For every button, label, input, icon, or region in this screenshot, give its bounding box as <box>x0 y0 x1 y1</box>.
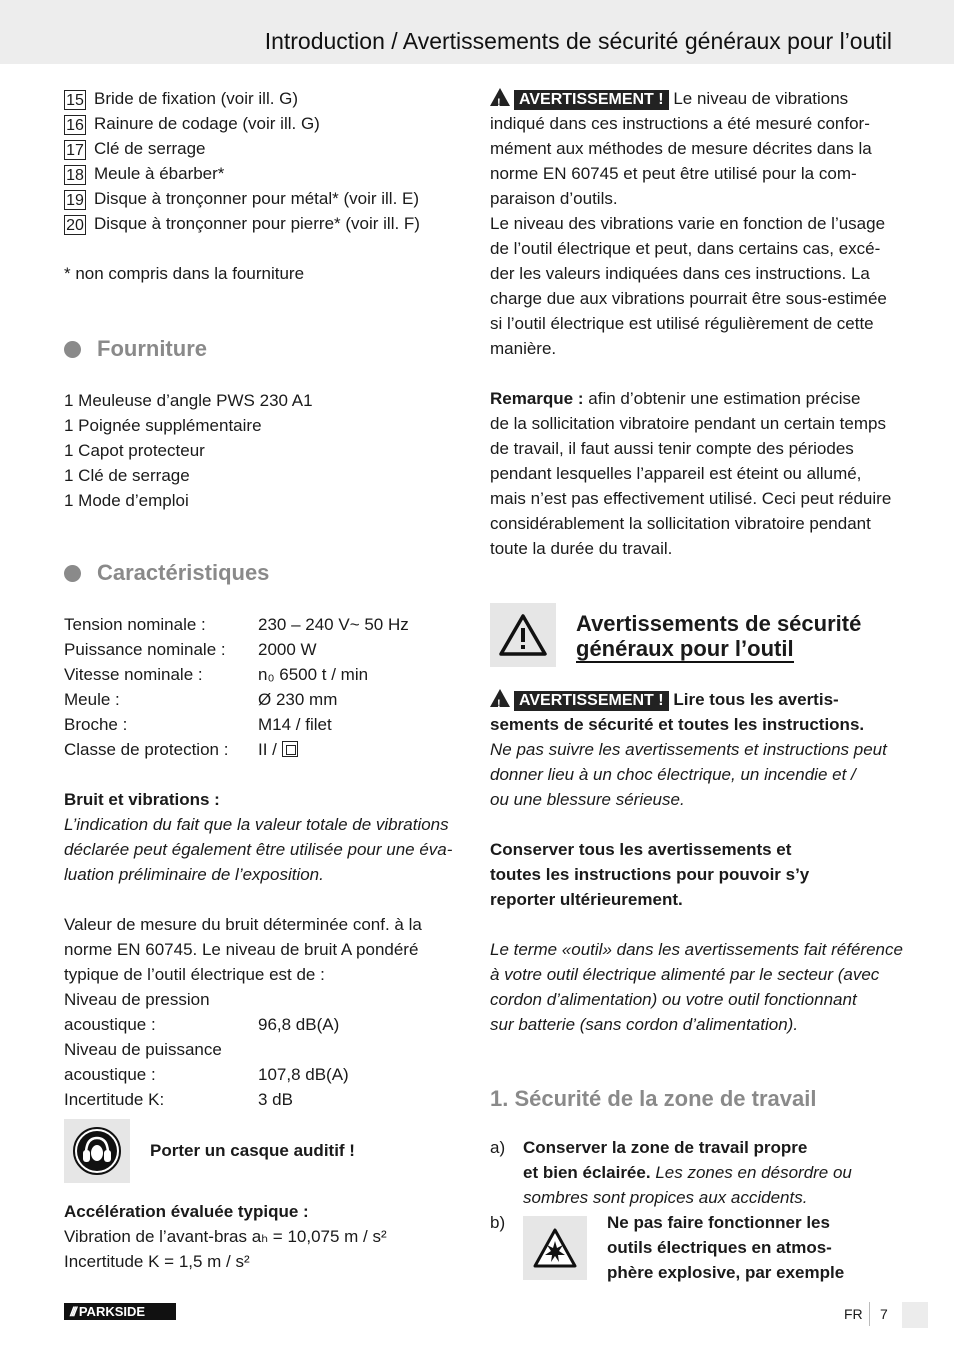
warning-icon <box>490 88 510 106</box>
footnote: * non compris dans la fourniture <box>64 264 305 283</box>
remarque: Remarque : afin d’obtenir une estimation précise <box>490 389 861 408</box>
noise-row: acoustique : 96,8 dB(A) <box>64 1015 340 1034</box>
part-item: 19 Disque à tronçonner pour métal* (voir ill. E) <box>64 186 464 211</box>
general-warning: !AVERTISSEMENT ! Lire tous les avertis- <box>490 687 890 712</box>
section-1-title: 1. Sécurité de la zone de travail <box>490 1086 817 1111</box>
bullet-icon <box>64 341 81 358</box>
page-number: 7 <box>880 1306 888 1322</box>
left-column: 15 Bride de fixation (voir ill. G) 16 Rainure de codage (voir ill. G) 17 Clé de serrage 18 Meule à ébarber* 19 Disque à tronçonner pour métal* (voir ill. E) 20 Disque à tronçonner pour pierre* (voir ill. F) * non compris dans la fourniture Fourniture 1 Meuleuse d’angle PWS 230 A1 1 Poignée supplémentaire 1 Capot protecteur 1 Clé de serrage 1 Mode d’emploi Caractéristiques Tension nominale : 230 – 240 V~ 50 Hz Puissance nominale : 2000 W Vitesse nominale : n₀ 6500 t / min Meule : Ø 230 mm Broche : M14 / filet Classe de protection : II / Bruit et vibrations : L’indication du fait que la valeur totale de vibrations déclarée peut également être utilisée pour une éva- luation préliminaire de l’exposition. Valeur de mesure du bruit déterminée conf. à la norme EN 60745. Le niveau de bruit A pondéré typique de l’outil électrique est de : Niveau de pression acoustique : 96,8 dB(A) Niveau de puissance acoustique : 107,8 dB(A) Incertitude K: 3 dB Porter un casque auditif ! Accélération évaluée typique : Vibration de l’avant-bras aₕ = 10,075 m / s² Incertitude K = 1,5 m / s² <box>64 86 464 1274</box>
spec-row: Vitesse nominale : n₀ 6500 t / min <box>64 665 369 684</box>
ear-protection-notice: Porter un casque auditif ! <box>64 1119 464 1183</box>
list-item: 1 Capot protecteur <box>64 441 205 460</box>
noise-row: Niveau de pression <box>64 990 210 1009</box>
page-title: Introduction / Avertissements de sécurité généraux pour l’outil <box>264 28 892 54</box>
protection-class-icon <box>282 741 298 757</box>
spec-row: Tension nominale : 230 – 240 V~ 50 Hz <box>64 615 409 634</box>
list-item: 1 Poignée supplémentaire <box>64 416 262 435</box>
header-bar <box>0 0 954 64</box>
footer-divider <box>869 1302 870 1326</box>
part-item: 15 Bride de fixation (voir ill. G) <box>64 86 464 111</box>
noise-row: acoustique : 107,8 dB(A) <box>64 1065 349 1084</box>
vibration-warning: !AVERTISSEMENT ! Le niveau de vibrations <box>490 86 890 111</box>
part-item: 18 Meule à ébarber* <box>64 161 464 186</box>
noise-row: Niveau de puissance <box>64 1040 222 1059</box>
list-item: 1 Mode d’emploi <box>64 491 189 510</box>
warning-triangle-icon <box>490 603 556 667</box>
safety-heading: Avertissements de sécurité généraux pour l’outil <box>490 603 890 667</box>
part-item: 17 Clé de serrage <box>64 136 464 161</box>
part-item: 16 Rainure de codage (voir ill. G) <box>64 111 464 136</box>
spec-row: Broche : M14 / filet <box>64 715 332 734</box>
rule-b: b) Ne pas faire fonctionner les outils électriques en atmos- phère explosive, par exemple <box>490 1213 845 1282</box>
bullet-icon <box>64 565 81 582</box>
page-tab <box>902 1302 928 1328</box>
bruit-title: Bruit et vibrations : <box>64 790 220 809</box>
spec-row: Puissance nominale : 2000 W <box>64 640 317 659</box>
spec-row: Meule : Ø 230 mm <box>64 690 338 709</box>
list-item: 1 Meuleuse d’angle PWS 230 A1 <box>64 391 313 410</box>
right-column: !AVERTISSEMENT ! Le niveau de vibrations indiqué dans ces instructions a été mesuré confor- mément aux méthodes de mesure décrites dans la norme EN 60745 et peut être utilisé pour la com- paraison d’outils. Le niveau des vibrations varie en fonction de l’usage de l’outil électrique et peut, dans certains cas, excé- der les valeurs indiquées dans ces instructions. La charge due aux vibrations pourrait être sous-estimée si l’outil électrique est utilisé régulièrement de cette manière. Remarque : afin d’obtenir une estimation précise de la sollicitation vibratoire pendant un certain temps de travail, il faut aussi tenir compte des périodes pendant lesquelles l’appareil est éteint ou allumé, mais n’est pas effectivement utilisé. Ceci peut réduire considérablement la sollicitation vibratoire pendant toute la durée du travail. Avertissements de sécurité généraux pour l’outil !AVERTISSEMENT ! Lire tous les avertis- sements de sécurité et toutes les instructions. Ne pas suivre les avertissements et instructions peut donner lieu à un choc électrique, un incendie et / ou une blessure sérieuse. Conserver tous les avertissements et toutes les instructions pour pouvoir s’y reporter ultérieurement. Le terme «outil» dans les avertissements fait référence à votre outil électrique alimenté par le secteur (avec cordon d’alimentation) ou votre outil fonctionnant sur batterie (sans cordon d’alimentation). 1. Sécurité de la zone de travail a) Conserver la zone de travail propre et bien éclairée. Les zones en désordre ou sombres sont propices aux accidents. b) Ne pas faire fonctionner les outils électriques en atmos- phère explosive, par exemple <box>490 86 890 1285</box>
noise-row: Incertitude K: 3 dB <box>64 1090 293 1109</box>
list-item: 1 Clé de serrage <box>64 466 190 485</box>
warning-icon <box>490 689 510 707</box>
language-label: FR <box>844 1306 863 1322</box>
parkside-logo: /// PARKSIDE <box>64 1303 176 1320</box>
explosion-warning-icon <box>523 1216 587 1280</box>
ear-protection-icon <box>64 1119 130 1183</box>
acceleration-title: Accélération évaluée typique : <box>64 1202 309 1221</box>
fourniture-heading: Fourniture <box>64 324 464 374</box>
caracteristiques-heading: Caractéristiques <box>64 548 464 598</box>
rule-a: a) Conserver la zone de travail propre et bien éclairée. Les zones en désordre ou sombres sont propices aux accidents. <box>490 1138 852 1207</box>
spec-row: Classe de protection : II / <box>64 737 464 762</box>
part-item: 20 Disque à tronçonner pour pierre* (voir ill. F) <box>64 211 464 236</box>
